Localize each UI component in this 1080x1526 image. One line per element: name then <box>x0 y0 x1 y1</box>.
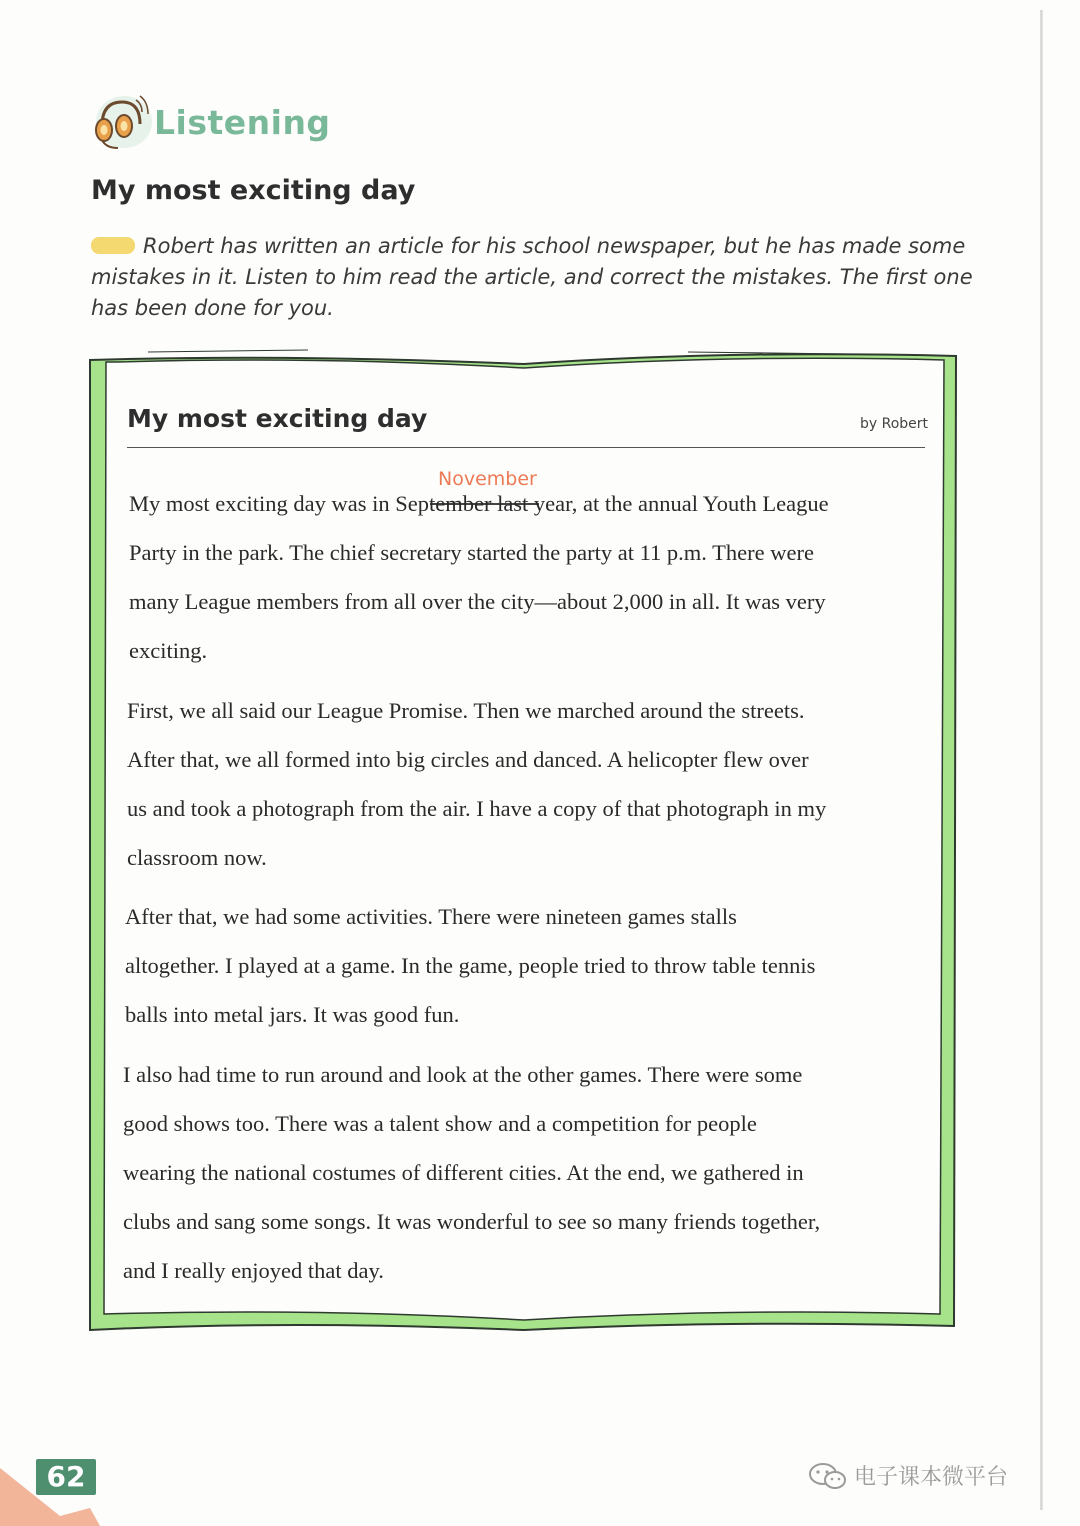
section-title: Listening <box>154 102 331 142</box>
article-paragraph-2 <box>127 686 826 882</box>
paragraph-line: After that, we had some activities. There were nineteen games stalls <box>125 904 737 929</box>
article-title: My most exciting day <box>127 404 428 433</box>
article-paragraph-1 <box>129 479 829 675</box>
watermark-text: 电子课本微平台 <box>854 1465 1009 1490</box>
paragraph-line: First, we all said our League Promise. Then we marched around the streets. <box>127 698 805 723</box>
article-paragraph-4 <box>123 1050 820 1295</box>
paragraph-line: exciting. <box>129 638 208 663</box>
lesson-title: My most exciting day <box>91 175 416 206</box>
paragraph-line: After that, we all formed into big circles and danced. A helicopter flew over <box>127 747 809 772</box>
paragraph-line: altogether. I played at a game. In the game, people tried to throw table tennis <box>125 953 816 978</box>
paragraph-line: classroom now. <box>127 845 267 870</box>
book-spine-shadow <box>1040 10 1043 1510</box>
wechat-icon <box>808 1461 848 1491</box>
article-byline: by Robert <box>860 416 929 432</box>
instructions-text: Robert has written an article for his school newspaper, but he has made some mistakes in it. Listen to him read the article, and correct the mistakes. The first one has been done for you. <box>91 234 973 320</box>
article-title-divider <box>127 447 925 448</box>
paragraph-line: My most exciting day was in September last year, at the annual Youth League <box>129 491 829 516</box>
article-paragraph-3 <box>125 892 815 1039</box>
paragraph-line: Party in the park. The chief secretary started the party at 11 p.m. There were <box>129 540 814 565</box>
paragraph-line: balls into metal jars. It was good fun. <box>125 1002 460 1027</box>
paragraph-line: us and took a photograph from the air. I have a copy of that photograph in my <box>127 796 827 821</box>
correction-annotation: November <box>438 468 537 490</box>
paragraph-line: clubs and sang some songs. It was wonderful to see so many friends together, <box>123 1209 821 1234</box>
paragraph-line: wearing the national costumes of different cities. At the end, we gathered in <box>123 1160 804 1185</box>
page-number: 62 <box>36 1459 96 1495</box>
headphones-icon <box>88 92 152 152</box>
instructions <box>91 231 981 324</box>
paragraph-line: and I really enjoyed that day. <box>123 1258 384 1283</box>
highlight-marker-icon <box>91 237 135 254</box>
paragraph-line: I also had time to run around and look at the other games. There were some <box>123 1062 803 1087</box>
section-header <box>88 92 331 152</box>
paragraph-line: many League members from all over the city—about 2,000 in all. It was very <box>129 589 826 614</box>
watermark <box>808 1460 1008 1491</box>
paragraph-line: good shows too. There was a talent show and a competition for people <box>123 1111 757 1136</box>
